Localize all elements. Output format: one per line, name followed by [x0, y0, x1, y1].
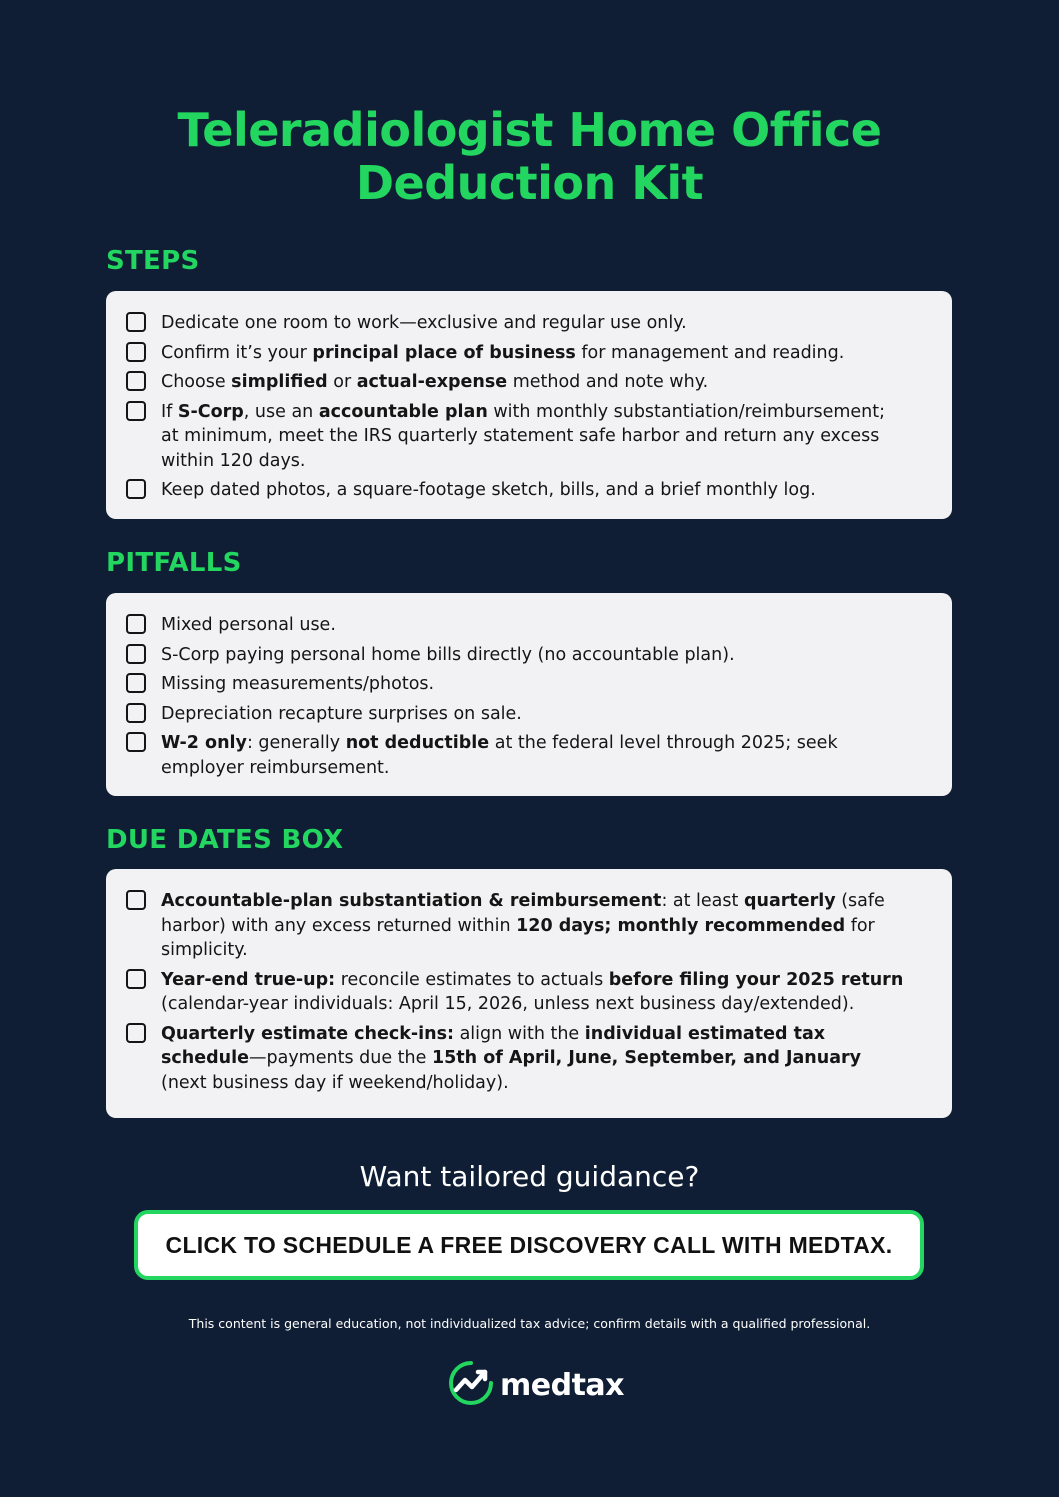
bold-text: quarterly — [743, 891, 836, 911]
text-segment: S-Corp paying personal home bills directly (no accountable plan). — [161, 644, 735, 665]
bold-text: principal place of business — [312, 342, 576, 363]
text-segment: If — [161, 401, 178, 422]
text-segment: or — [327, 372, 357, 392]
bold-text: accountable plan — [318, 401, 488, 422]
text-segment: for management and reading. — [575, 342, 845, 363]
checklist-item — [126, 341, 904, 366]
title-line-1: Teleradiologist Home Office — [177, 103, 882, 157]
bold-text: simplified — [231, 372, 328, 392]
checklist-item-text — [161, 341, 844, 366]
bold-text: individual estimated tax schedule — [161, 1023, 826, 1068]
checklist-item-text — [161, 478, 816, 503]
checklist-item — [126, 643, 904, 668]
checklist-item — [126, 370, 904, 395]
checklist-item-text — [161, 613, 336, 638]
medtax-logo — [448, 1360, 624, 1410]
chart-trend-icon — [448, 1360, 494, 1410]
cta-question: Want tailored guidance? — [359, 1160, 700, 1193]
text-segment: , use an — [243, 401, 319, 422]
bold-text: Accountable-plan substantiation & reimbursement — [161, 891, 662, 911]
text-segment: Dedicate one room to work—exclusive and regular use only. — [161, 313, 687, 333]
checklist-item-text — [161, 311, 687, 336]
checkbox[interactable] — [126, 673, 146, 693]
checklist-item-text — [161, 400, 904, 474]
checkbox[interactable] — [126, 969, 146, 989]
text-segment: for simplicity. — [161, 915, 875, 960]
logo-text: medtax — [500, 1367, 625, 1403]
checkbox[interactable] — [126, 890, 146, 910]
checklist-item-text — [161, 643, 735, 668]
bold-text: 15th of April, June, September, and January — [431, 1048, 862, 1068]
text-segment: at the federal level through 2025; seek employer reimbursement. — [161, 733, 838, 778]
due-dates-card — [106, 869, 952, 1118]
text-segment: : generally — [246, 733, 346, 753]
disclaimer: This content is general education, not individualized tax advice; confirm details with a qualified professional. — [188, 1316, 871, 1331]
text-segment: : at least — [661, 891, 744, 911]
title-line-2: Deduction Kit — [355, 156, 704, 210]
text-segment: Missing measurements/photos. — [161, 674, 435, 694]
checklist-item-text — [161, 1022, 904, 1096]
text-segment: reconcile estimates to actuals — [335, 969, 609, 990]
page-title — [0, 104, 1059, 210]
checkbox[interactable] — [126, 312, 146, 332]
pitfalls-card — [106, 593, 952, 796]
checklist-item-text — [161, 370, 708, 395]
checklist-item — [126, 478, 904, 503]
checkbox[interactable] — [126, 732, 146, 752]
checklist-item-text — [161, 968, 904, 1017]
checklist-item — [126, 731, 904, 780]
bold-text: actual-expense — [356, 372, 508, 392]
checkbox[interactable] — [126, 703, 146, 723]
bold-text: not deductible — [345, 733, 490, 753]
bold-text: Year-end true-up: — [161, 969, 336, 990]
checklist-item-text — [161, 672, 434, 697]
checklist-item — [126, 400, 904, 474]
text-segment: method and note why. — [507, 372, 709, 392]
checkbox[interactable] — [126, 401, 146, 421]
text-segment: Keep dated photos, a square-footage sketch, bills, and a brief monthly log. — [161, 480, 816, 500]
checklist-item — [126, 672, 904, 697]
bold-text: W-2 only — [161, 733, 247, 753]
text-segment: with monthly substantiation/reimbursement; at minimum, meet the IRS quarterly statement safe harbor and return any excess within 120 days. — [161, 401, 886, 471]
bold-text: Quarterly estimate check-ins: — [161, 1023, 455, 1044]
checklist-item — [126, 968, 904, 1017]
checkbox[interactable] — [126, 479, 146, 499]
text-segment: Depreciation recapture surprises on sale. — [161, 703, 522, 724]
checklist-item-text — [161, 889, 904, 963]
text-segment: (safe harbor) with any excess returned within — [161, 891, 885, 936]
text-segment: Mixed personal use. — [161, 615, 336, 635]
checkbox[interactable] — [126, 644, 146, 664]
text-segment: Choose — [161, 372, 232, 392]
text-segment: (next business day if weekend/holiday). — [161, 1072, 509, 1093]
steps-heading: STEPS — [106, 246, 200, 276]
bold-text: S-Corp — [177, 401, 244, 422]
checklist-item-text — [161, 731, 904, 780]
checklist-item — [126, 702, 904, 727]
checkbox[interactable] — [126, 371, 146, 391]
text-segment: Confirm it’s your — [161, 342, 313, 363]
text-segment: align with the — [454, 1023, 585, 1044]
due-dates-heading: DUE DATES BOX — [106, 825, 344, 855]
steps-card — [106, 291, 952, 519]
text-segment: (calendar-year individuals: April 15, 2026, unless next business day/extended). — [161, 994, 855, 1014]
bold-text: before filing your 2025 return — [608, 969, 904, 990]
checklist-item — [126, 889, 904, 963]
checklist-item — [126, 311, 904, 336]
checkbox[interactable] — [126, 1023, 146, 1043]
schedule-call-button[interactable]: CLICK TO SCHEDULE A FREE DISCOVERY CALL WITH MEDTAX. — [134, 1210, 924, 1280]
text-segment: —payments due the — [248, 1048, 432, 1068]
checkbox[interactable] — [126, 342, 146, 362]
bold-text: 120 days; monthly recommended — [516, 915, 846, 936]
checkbox[interactable] — [126, 614, 146, 634]
checklist-item-text — [161, 702, 522, 727]
pitfalls-heading: PITFALLS — [106, 548, 242, 578]
checklist-item — [126, 613, 904, 638]
checklist-item — [126, 1022, 904, 1096]
